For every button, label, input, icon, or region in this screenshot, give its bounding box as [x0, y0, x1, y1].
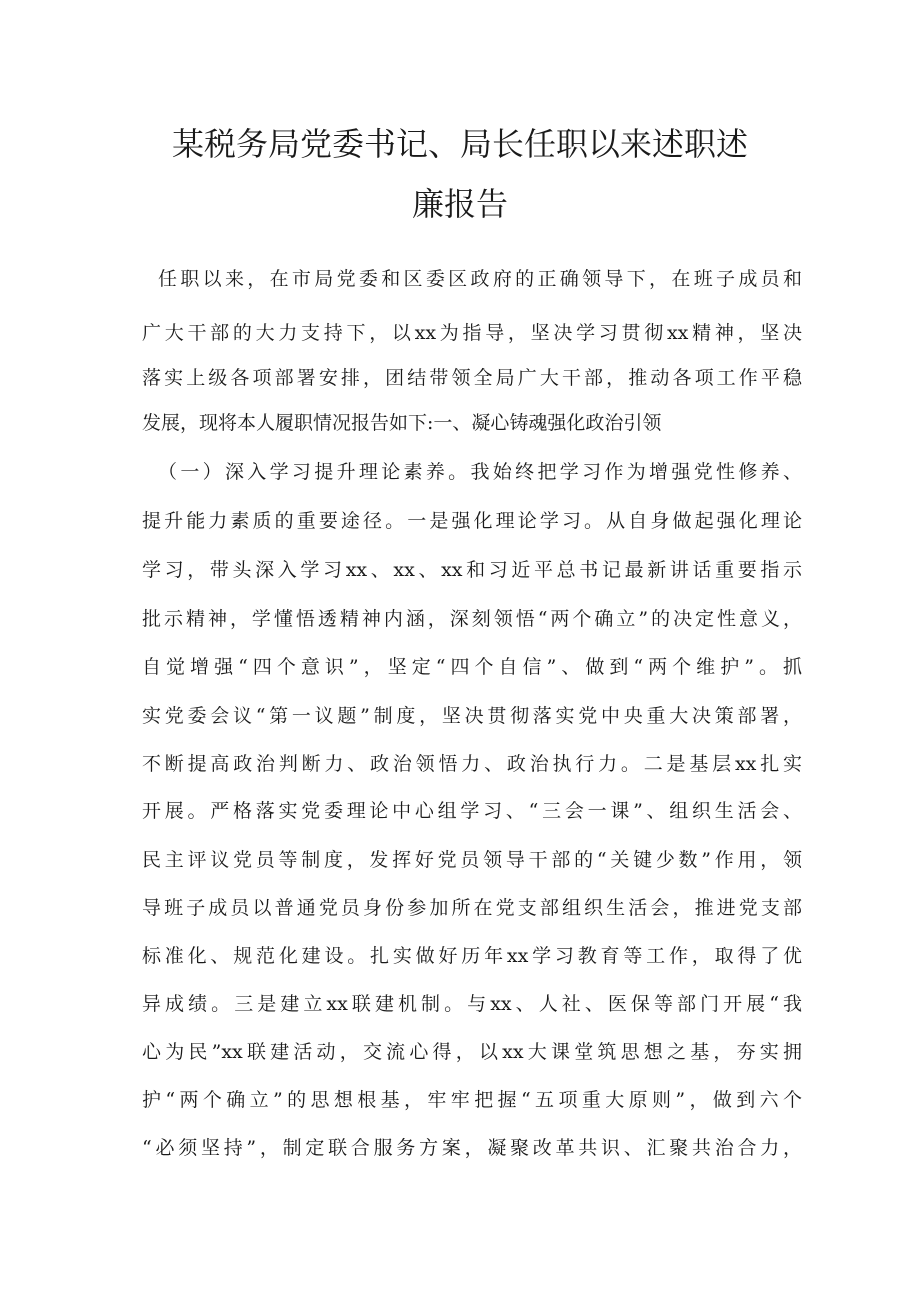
body-line: 实党委会议“第一议题”制度，坚决贯彻落实党中央重大决策部署，	[142, 705, 802, 727]
body-line: （一）深入学习提升理论素养。我始终把学习作为增强党性修养、	[158, 461, 802, 483]
body-line: 不断提高政治判断力、政治领悟力、政治执行力。二是基层xx扎实	[142, 753, 802, 775]
body-line: 落实上级各项部署安排，团结带领全局广大干部，推动各项工作平稳	[142, 367, 802, 389]
body-line: 批示精神，学懂悟透精神内涵，深刻领悟“两个确立”的决定性意义，	[142, 608, 802, 630]
body-line: 自觉增强“四个意识”，坚定“四个自信”、做到“两个维护”。抓	[142, 656, 802, 678]
body-line: 提升能力素质的重要途径。一是强化理论学习。从自身做起强化理论	[142, 510, 802, 532]
body-line: 学习，带头深入学习xx、xx、xx和习近平总书记最新讲话重要指示	[142, 559, 802, 581]
document-title-line-2: 廉报告	[411, 185, 508, 223]
body-line: 任职以来，在市局党委和区委区政府的正确领导下，在班子成员和	[158, 268, 802, 290]
body-line: 异成绩。三是建立xx联建机制。与xx、人社、医保等部门开展“我	[142, 993, 802, 1015]
body-line: 发展，现将本人履职情况报告如下:一、凝心铸魂强化政治引领	[142, 412, 662, 434]
body-line: 心为民”xx联建活动，交流心得，以xx大课堂筑思想之基，夯实拥	[142, 1041, 802, 1063]
body-line: 民主评议党员等制度，发挥好党员领导干部的“关键少数”作用，领	[142, 849, 802, 871]
body-line: 护“两个确立”的思想根基，牢牢把握“五项重大原则”，做到六个	[142, 1089, 802, 1111]
document-title-line-1: 某税务局党委书记、局长任职以来述职述	[171, 125, 748, 163]
body-line: 开展。严格落实党委理论中心组学习、“三会一课”、组织生活会、	[142, 800, 802, 822]
body-line: 广大干部的大力支持下，以xx为指导，坚决学习贯彻xx精神，坚决	[142, 322, 802, 344]
body-line: “必须坚持”，制定联合服务方案，凝聚改革共识、汇聚共治合力，	[142, 1137, 802, 1159]
body-line: 导班子成员以普通党员身份参加所在党支部组织生活会，推进党支部	[142, 897, 802, 919]
body-line: 标准化、规范化建设。扎实做好历年xx学习教育等工作，取得了优	[142, 945, 802, 967]
